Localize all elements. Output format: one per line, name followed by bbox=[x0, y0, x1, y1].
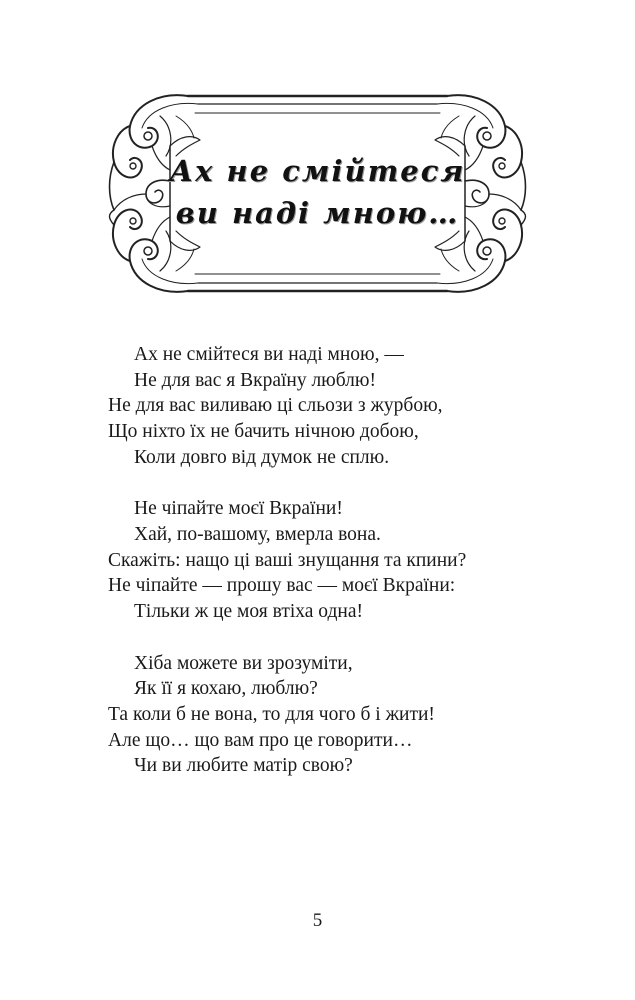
poem-line: Тільки ж це моя втіха одна! bbox=[134, 601, 363, 623]
page-number: 5 bbox=[312, 910, 323, 931]
poem-line: Не для вас виливаю ці сльози з журбою, bbox=[108, 395, 443, 417]
poem-line: Не чіпайте — прошу вас — моєї Вкраїни: bbox=[108, 575, 456, 597]
poem-body bbox=[108, 342, 588, 805]
poem-title-line-2: ви наді мною… bbox=[175, 196, 460, 230]
stanza-3 bbox=[108, 651, 588, 780]
poem-line: Не для вас я Вкраїну люблю! bbox=[134, 369, 376, 391]
poem-line: Чи ви любите матір свою? bbox=[134, 755, 353, 777]
poem-line: Коли довго від думок не сплю. bbox=[134, 446, 390, 468]
poem-line: Скажіть: нащо ці ваші знущання та кпини? bbox=[108, 549, 467, 571]
poem-line: Не чіпайте моєї Вкраїни! bbox=[134, 498, 343, 520]
poem-line: Хіба можете ви зрозуміти, bbox=[134, 652, 353, 674]
poem-line: Але що… що вам про це говорити… bbox=[108, 729, 413, 751]
poem-title-line-1: Ах не смійтеся bbox=[169, 154, 466, 188]
poem-line: Та коли б не вона, то для чого б і жити! bbox=[108, 704, 435, 726]
poem-line: Ах не смійтеся ви наді мною, — bbox=[134, 344, 404, 365]
ornament-frame-icon bbox=[100, 86, 535, 301]
title-ornament-frame bbox=[100, 86, 535, 301]
poem-line: Як її я кохаю, люблю? bbox=[134, 678, 318, 700]
poem-line: Хай, по-вашому, вмерла вона. bbox=[134, 524, 381, 546]
stanza-2 bbox=[108, 496, 588, 625]
poem-line: Що ніхто їх не бачить нічною добою, bbox=[108, 421, 419, 443]
stanza-1 bbox=[108, 342, 588, 471]
